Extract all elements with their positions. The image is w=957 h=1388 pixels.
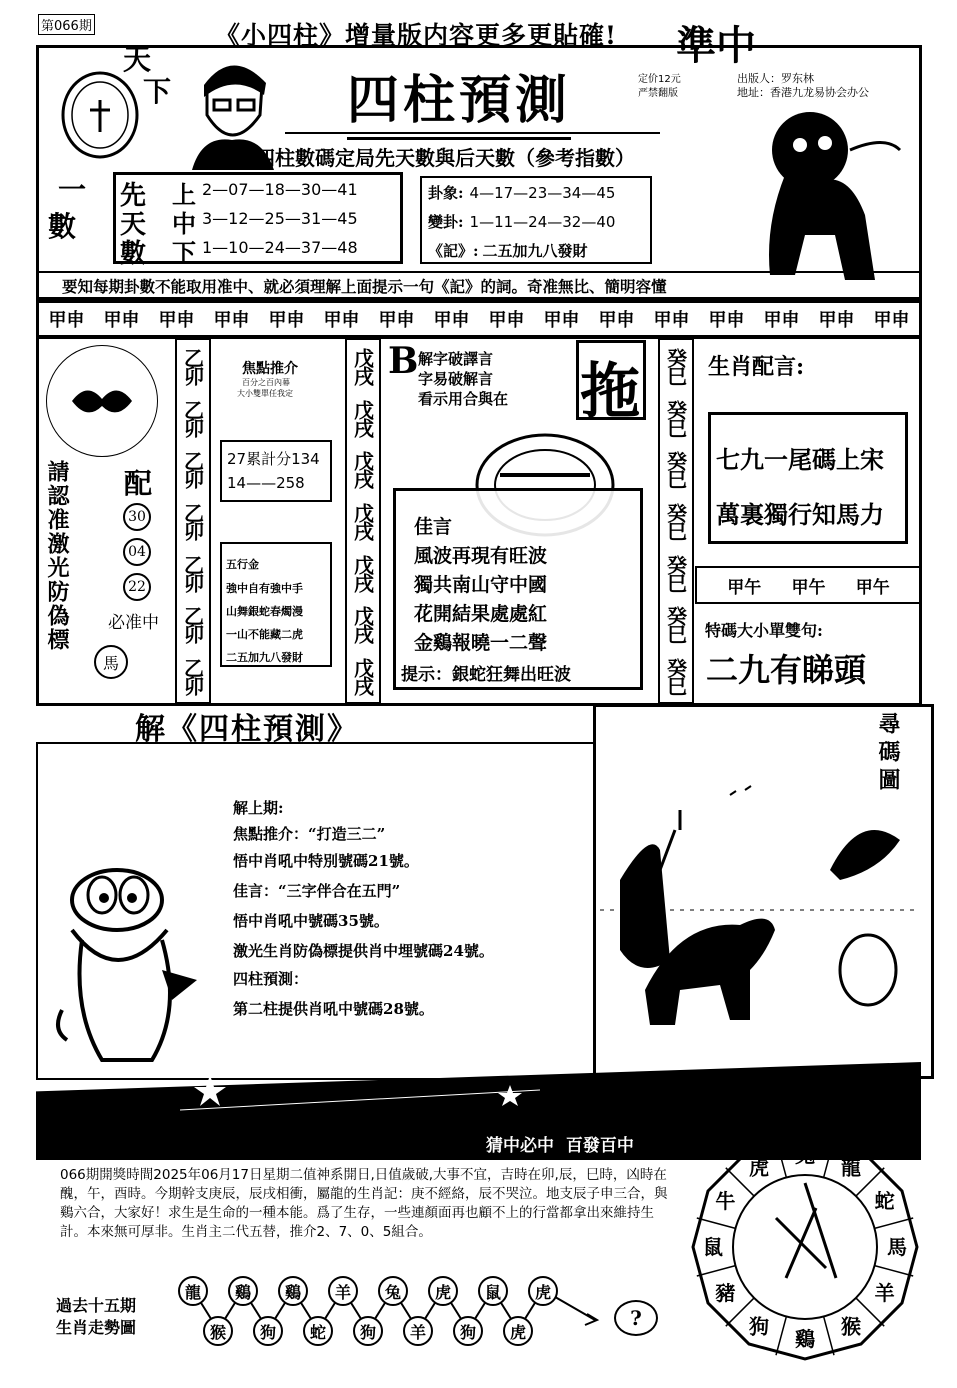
xiantian-nums-3: 1—10—24—37—48	[202, 238, 358, 257]
pei-label: 配	[124, 467, 153, 500]
trend-zodiac-top: 虎	[528, 1276, 558, 1306]
jiashen-cell: 甲申	[763, 310, 800, 331]
special-title: 特碼大小單雙句:	[705, 621, 823, 640]
wheel-zodiac: 牛	[715, 1189, 736, 1213]
last-issue-line-5: 激光生肖防偽標提供肖中埋號碼24號。	[233, 942, 494, 960]
wheel-zodiac: 狗	[749, 1314, 769, 1339]
jiayan-line-4: 金鷄報曉一二聲	[414, 632, 548, 654]
wheel-divider	[824, 1139, 834, 1178]
wuxu-column	[345, 338, 381, 704]
wheel-divider	[824, 1317, 834, 1356]
jiashen-cell: 甲申	[323, 310, 360, 331]
yimao-cell: 乙卯	[180, 347, 205, 384]
jiashen-cell: 甲申	[873, 310, 910, 331]
zodiac-words-line-1: 七九一尾碼上宋	[716, 445, 884, 474]
riddle-line-2: 字易破解言	[418, 370, 494, 388]
guisi-cell: 癸巳	[663, 658, 688, 695]
wuxing-line-1: 強中自有強中手	[226, 582, 303, 595]
trend-zodiac-bottom: 羊	[403, 1316, 433, 1346]
guisi-cell: 癸巳	[663, 399, 688, 436]
bi-zhun-label: 必准中	[108, 613, 159, 633]
jiayan-line-1: 風波再現有旺波	[414, 545, 548, 567]
gua-label-1: 卦象:	[428, 184, 464, 202]
gua-row-2	[428, 211, 615, 232]
trend-zodiac-top: 兔	[378, 1276, 408, 1306]
publisher: 出版人：罗东林	[737, 72, 814, 85]
subtitle: 四柱數碼定局先天數與后天數（參考指數）	[255, 146, 635, 170]
focus-line-2: 大小雙單任我定	[237, 389, 293, 398]
xiantian-pos-3: 下	[172, 238, 196, 267]
guisi-cell: 癸巳	[663, 451, 688, 488]
wuxu-cell: 戊戌	[350, 606, 375, 643]
jiawu-cell: 甲午	[727, 577, 762, 598]
riddle-letter: B	[388, 340, 419, 382]
jiashen-cell: 甲申	[488, 310, 525, 331]
wuxing-line-3: 一山不能藏二虎	[226, 628, 303, 641]
wheel-zodiac: 虎	[749, 1155, 769, 1180]
yimao-cell: 乙卯	[180, 606, 205, 643]
wuxu-cell: 戊戌	[350, 451, 375, 488]
side-char-d: 數	[48, 210, 77, 243]
jiashen-cell: 甲申	[378, 310, 415, 331]
gua-nums-2: 1—11—24—32—40	[469, 213, 616, 231]
wuxing-line-2: 山舞銀蛇春燭漫	[226, 605, 303, 618]
zodiac-words-line-2: 萬裏獨行知馬力	[716, 500, 884, 529]
jiashen-cell: 甲申	[598, 310, 635, 331]
xiantian-label-2: 天	[120, 210, 147, 240]
trend-zodiac-top: 龍	[178, 1276, 208, 1306]
jiawu-cell: 甲午	[855, 577, 890, 598]
trend-zodiac-bottom: 狗	[253, 1316, 283, 1346]
last-issue-line-7: 第二柱提供肖吼中號碼28號。	[233, 1000, 434, 1018]
yimao-cell: 乙卯	[180, 399, 205, 436]
notice-text: 要知每期卦數不能取用准中、就必須理解上面提示一句《記》的詞。奇准無比、簡明容懂	[62, 277, 667, 296]
issue-number: 第066期	[38, 14, 95, 35]
guisi-cell: 癸巳	[663, 502, 688, 539]
guisi-cell: 癸巳	[663, 347, 688, 384]
focus-title: 焦點推介	[242, 361, 298, 377]
trend-title-1: 過去十五期	[56, 1296, 137, 1315]
wheel-zodiac: 鷄	[795, 1327, 815, 1351]
jiawu-row	[695, 566, 922, 604]
focus-line-1: 百分之百內幕	[242, 378, 290, 387]
wheel-divider	[875, 1266, 914, 1276]
jiashen-cell: 甲申	[268, 310, 305, 331]
no-copy-notice: 严禁翻版	[638, 88, 678, 99]
trend-title-2: 生肖走勢圖	[56, 1318, 137, 1337]
subtitle-rule	[285, 132, 660, 134]
last-issue-title: 解上期:	[233, 799, 284, 817]
zodiac-words-title: 生肖配言:	[708, 354, 805, 380]
jiayan-line-2: 獨共南山守中國	[414, 574, 548, 596]
trend-question: ?	[614, 1300, 658, 1336]
pei-num-2: 04	[123, 538, 151, 566]
trend-zodiac-top: 虎	[428, 1276, 458, 1306]
notice-rule	[36, 271, 922, 273]
pei-num-1: 30	[123, 503, 151, 531]
address: 地址：香港九龙易协会办公	[737, 86, 869, 99]
jiawu-cell: 甲午	[791, 577, 826, 598]
emblem-image	[67, 381, 137, 421]
wheel-divider	[776, 1317, 786, 1356]
page-title: 四柱預測	[347, 58, 571, 140]
gua-label-2: 變卦:	[428, 213, 464, 231]
special-answer: 二九有睇頭	[706, 651, 867, 689]
gua-row-1	[428, 182, 615, 203]
last-issue-line-2: 悟中肖吼中特別號碼21號。	[233, 852, 419, 870]
trend-zodiac-bottom: 猴	[203, 1316, 233, 1346]
wheel-zodiac: 鼠	[703, 1235, 723, 1259]
jiayan-hint: 提示：銀蛇狂舞出旺波	[401, 665, 571, 685]
trend-zodiac-bottom: 狗	[353, 1316, 383, 1346]
wheel-zodiac: 羊	[874, 1281, 895, 1305]
stars-decoration	[180, 1070, 540, 1120]
yimao-column	[175, 338, 211, 704]
draw-info: 066期開獎時間2025年06月17日星期二值神系開日,日值歲破,大事不宜，吉時在卯,辰，巳時，凶時在醜，午，酉時。今期幹支庚辰，辰戌相衝，屬龍的生肖記：庚不經絡，辰不哭泣。地支辰子申三合，與鷄六合，大家好！求生是生命的一種本能。爲了生存，一些連顏面再也顧不上的行當都拿出來維持生計。本來無可厚非。生肖主二代五替，推介2、7、0、5組合。	[60, 1167, 668, 1240]
xiantian-nums-2: 3—12—25—31—45	[202, 209, 358, 228]
wheel-divider	[776, 1139, 786, 1178]
jiashen-cell: 甲申	[48, 310, 85, 331]
wuxu-cell: 戊戌	[350, 658, 375, 695]
jiashen-cell: 甲申	[708, 310, 745, 331]
gua-nums-3: 二五加九八發財	[482, 242, 588, 260]
last-issue-line-6: 四柱預測：	[233, 970, 309, 988]
side-char-b: 下	[143, 75, 172, 108]
solve-title: 解《四柱預測》	[135, 712, 359, 747]
wheel-center	[776, 1183, 836, 1278]
jiayan-title: 佳言	[414, 516, 453, 538]
wheel-divider	[697, 1266, 736, 1276]
trend-zodiac-bottom: 虎	[503, 1316, 533, 1346]
wuxu-cell: 戊戌	[350, 554, 375, 591]
yimao-cell: 乙卯	[180, 554, 205, 591]
wheel-divider	[875, 1218, 914, 1228]
riddle-line-3: 看示用合與在	[418, 390, 509, 408]
wheel-zodiac: 兔	[795, 1143, 815, 1167]
trend-zodiac-top: 鼠	[478, 1276, 508, 1306]
xiantian-label-3: 數	[120, 239, 147, 269]
trend-zodiac-top: 鷄	[278, 1276, 308, 1306]
stamp-zhunzhong: 準中	[676, 22, 756, 69]
riddle-big-char: 拖	[580, 357, 640, 427]
yimao-cell: 乙卯	[180, 658, 205, 695]
wheel-zodiac: 豬	[715, 1281, 736, 1305]
lion-illustration	[725, 95, 925, 290]
calc-line-2: 14——258	[227, 474, 305, 492]
riddle-line-1: 解字破譯言	[418, 350, 494, 368]
jiashen-row	[36, 300, 922, 338]
horse-badge: 馬	[94, 645, 128, 679]
guisi-cell: 癸巳	[663, 606, 688, 643]
jiashen-cell: 甲申	[818, 310, 855, 331]
guisi-column	[658, 338, 694, 704]
xiantian-pos-1: 上	[172, 180, 196, 209]
trend-zodiac-bottom: 蛇	[303, 1316, 333, 1346]
jiashen-cell: 甲申	[158, 310, 195, 331]
wuxu-cell: 戊戌	[350, 502, 375, 539]
jiashen-cell: 甲申	[543, 310, 580, 331]
xiantian-nums-1: 2—07—18—30—41	[202, 180, 358, 199]
jiashen-cell: 甲申	[213, 310, 250, 331]
wuxu-cell: 戊戌	[350, 399, 375, 436]
xiantian-pos-2: 中	[172, 209, 196, 238]
wheel-zodiac: 蛇	[874, 1189, 895, 1213]
jiashen-cell: 甲申	[433, 310, 470, 331]
jiashen-cell: 甲申	[653, 310, 690, 331]
wuxu-cell: 戊戌	[350, 347, 375, 384]
trend-zodiac-top: 鷄	[228, 1276, 258, 1306]
calc-line-1: 27累計分134	[227, 450, 320, 468]
wheel-zodiac: 猴	[841, 1314, 861, 1339]
wheel-zodiac: 馬	[887, 1235, 907, 1259]
price: 定价12元	[638, 74, 681, 85]
last-issue-line-4: 悟中肖吼中號碼35號。	[233, 912, 389, 930]
side-char-a: 天	[123, 43, 152, 76]
wuxing-line-4: 二五加九八發財	[226, 651, 303, 664]
wheel-zodiac: 龍	[841, 1155, 861, 1180]
gua-nums-1: 4—17—23—34—45	[469, 184, 616, 202]
side-char-c: 一	[58, 173, 87, 206]
promo-banner: 《小四柱》增量版内容更多更貼確!	[215, 21, 617, 50]
yimao-cell: 乙卯	[180, 502, 205, 539]
frog-cartoon	[42, 860, 202, 1100]
scene-illustration	[600, 770, 920, 1070]
last-issue-line-1: 焦點推介：“打造三二”	[233, 825, 386, 843]
motto-text: 猜中必中 百發百中	[486, 1136, 634, 1156]
emblem-circle	[46, 345, 158, 457]
jiayan-line-3: 花開結果處處紅	[414, 603, 548, 625]
pei-num-3: 22	[123, 573, 151, 601]
trend-zodiac-top: 羊	[328, 1276, 358, 1306]
gua-label-3: 《記》:	[428, 242, 479, 260]
guisi-cell: 癸巳	[663, 554, 688, 591]
gua-row-3	[428, 240, 588, 261]
find-code-label: 尋碼圖	[875, 712, 901, 796]
seal-stamp	[60, 70, 140, 160]
anti-fake-text: 請認准激光防偽標	[44, 460, 70, 652]
last-issue-line-3: 佳言：“三字伴合在五門”	[233, 882, 401, 900]
yimao-cell: 乙卯	[180, 451, 205, 488]
xiantian-label-1: 先	[120, 181, 147, 211]
trend-zodiac-bottom: 狗	[453, 1316, 483, 1346]
wuxing-title: 五行金	[226, 558, 259, 571]
jiashen-cell: 甲申	[103, 310, 140, 331]
wheel-divider	[697, 1218, 736, 1228]
zodiac-wheel	[686, 1128, 924, 1366]
